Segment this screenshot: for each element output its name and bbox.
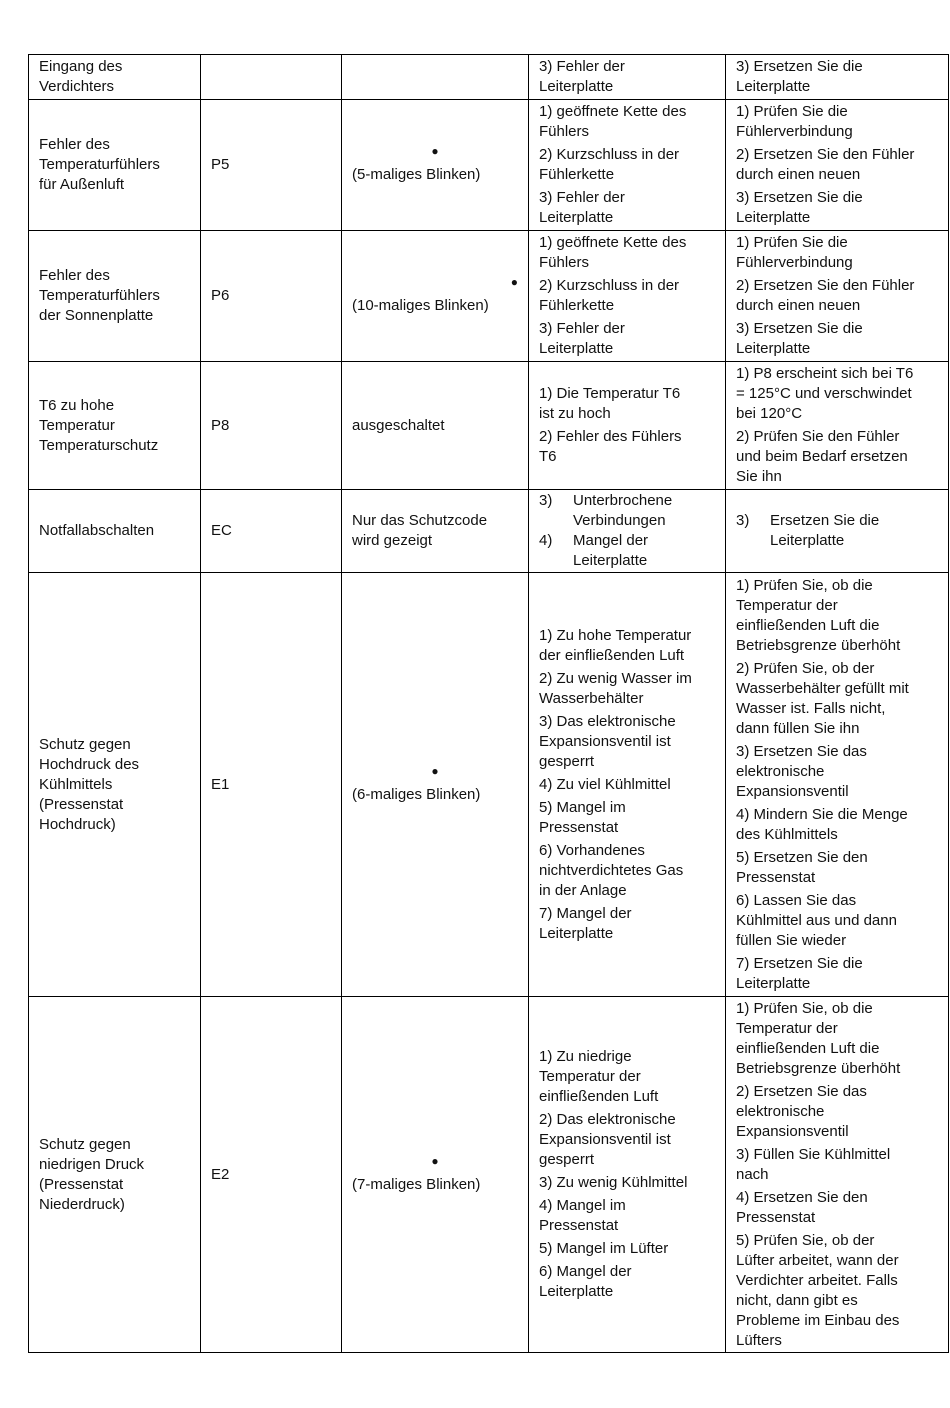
fault-cell (29, 231, 201, 362)
causes-cell (529, 997, 726, 1353)
error-code: E1 (211, 775, 230, 793)
remedy-item: 4) Ersetzen Sie den Pressenstat (736, 1188, 868, 1226)
display-cell (342, 100, 529, 231)
cause-item: 2) Das elektronische Expansionsventil ist gesperrt (539, 1111, 676, 1168)
cause-item: 6) Vorhandenes nichtverdichtetes Gas in der Anlage (539, 841, 684, 899)
display-cell (342, 55, 529, 100)
remedy-item: 3) Ersetzen Sie das elektronische Expansionsventil (736, 742, 867, 800)
table-row (29, 573, 949, 997)
remedy-item: 2) Ersetzen Sie den Fühler durch einen neuen (736, 146, 915, 183)
code-cell (201, 55, 342, 100)
display-cell (342, 573, 529, 997)
table-row (29, 100, 949, 231)
table-row (29, 490, 949, 573)
display-text: Nur das Schutzcode wird gezeigt (352, 512, 488, 549)
fault-cell (29, 362, 201, 490)
blink-indicator-icon: ● (510, 275, 518, 289)
fault-name: Fehler des Temperaturfühlers für Außenluft (39, 136, 160, 193)
cause-item: 1) geöffnete Kette des Fühlers (539, 234, 687, 271)
fault-name: Schutz gegen Hochdruck des Kühlmittels (Pressenstat Hochdruck) (39, 735, 140, 833)
cause-item: 7) Mangel der Leiterplatte (539, 904, 632, 942)
blink-indicator-icon: ● (431, 144, 439, 158)
display-text: (7-maliges Blinken) (352, 1175, 481, 1193)
remedy-item: 3) Ersetzen Sie die Leiterplatte (736, 320, 863, 357)
cause-item: 2) Kurzschluss in der Fühlerkette (539, 277, 680, 314)
blink-indicator-icon: ● (431, 1153, 439, 1168)
remedy-text: Ersetzen Sie die Leiterplatte (770, 512, 880, 549)
cause-item: 6) Mangel der Leiterplatte (539, 1263, 632, 1300)
code-cell (201, 100, 342, 231)
display-cell (342, 490, 529, 573)
cause-number: 4) (539, 532, 553, 549)
table-row (29, 997, 949, 1353)
remedy-item: 2) Prüfen Sie, ob der Wasserbehälter gefüllt mit Wasser ist. Falls nicht, dann füllen Sie ihn (736, 659, 909, 737)
display-cell (342, 997, 529, 1353)
remedies-cell (726, 490, 949, 573)
table-row (29, 55, 949, 100)
remedy-item: 4) Mindern Sie die Menge des Kühlmittels (736, 805, 908, 843)
error-code: P8 (211, 416, 230, 434)
fault-cell (29, 100, 201, 231)
cause-item: 1) Zu niedrige Temperatur der einfließenden Luft (539, 1048, 659, 1105)
cause-item: 2) Fehler des Fühlers T6 (539, 428, 682, 465)
remedy-item: 3) Füllen Sie Kühlmittel nach (736, 1145, 891, 1183)
cause-text: Mangel der Leiterplatte (573, 532, 649, 569)
cause-item (539, 531, 715, 571)
table-row (29, 231, 949, 362)
causes-cell (529, 100, 726, 231)
remedies-cell (726, 231, 949, 362)
remedy-item: 3) Ersetzen Sie die Leiterplatte (736, 58, 863, 95)
code-cell (201, 997, 342, 1353)
cause-item (539, 491, 715, 531)
fault-name: Notfallabschalten (39, 522, 155, 539)
fault-name: Schutz gegen niedrigen Druck (Pressenstat Niederdruck) (39, 1135, 145, 1213)
causes-cell (529, 362, 726, 490)
remedy-item: 2) Ersetzen Sie das elektronische Expansionsventil (736, 1082, 867, 1140)
cause-item: 3) Fehler der Leiterplatte (539, 320, 625, 357)
causes-cell (529, 231, 726, 362)
display-text: (10-maliges Blinken) (352, 297, 489, 314)
remedy-item: 6) Lassen Sie das Kühlmittel aus und dann füllen Sie wieder (736, 891, 897, 949)
cause-item: 2) Zu wenig Wasser im Wasserbehälter (539, 669, 692, 707)
causes-cell (529, 573, 726, 997)
cause-item: 4) Mangel im Pressenstat (539, 1197, 626, 1234)
error-code: P5 (211, 156, 230, 173)
remedy-number: 3) (736, 512, 750, 529)
remedies-cell (726, 100, 949, 231)
cause-item: 1) Die Temperatur T6 ist zu hoch (539, 385, 681, 422)
remedies-cell (726, 362, 949, 490)
fault-table (28, 54, 949, 1353)
fault-cell (29, 55, 201, 100)
code-cell (201, 231, 342, 362)
fault-table-body (29, 55, 949, 1353)
cause-item: 3) Zu wenig Kühlmittel (539, 1174, 688, 1191)
remedy-item: 1) Prüfen Sie die Fühlerverbindung (736, 234, 853, 271)
cause-item: 3) Fehler der Leiterplatte (539, 58, 625, 95)
fault-name: T6 zu hohe Temperatur Temperaturschutz (39, 396, 159, 454)
cause-number: 3) (539, 492, 553, 509)
remedy-item: 1) P8 erscheint sich bei T6 = 125°C und verschwindet bei 120°C (736, 365, 914, 422)
display-cell (342, 231, 529, 362)
blink-indicator-icon: ● (431, 763, 439, 778)
fault-name: Eingang des Verdichters (39, 58, 123, 95)
error-code: P6 (211, 287, 230, 304)
cause-text: Unterbrochene Verbindungen (573, 492, 673, 529)
code-cell (201, 490, 342, 573)
remedy-item (736, 511, 938, 551)
cause-item: 5) Mangel im Lüfter (539, 1240, 669, 1257)
remedy-item: 1) Prüfen Sie, ob die Temperatur der einfließenden Luft die Betriebsgrenze überhöht (736, 999, 901, 1077)
display-text: (5-maliges Blinken) (352, 166, 481, 183)
cause-item: 3) Das elektronische Expansionsventil ist gesperrt (539, 712, 676, 770)
cause-item: 4) Zu viel Kühlmittel (539, 775, 671, 793)
remedies-cell (726, 997, 949, 1353)
error-code: E2 (211, 1165, 230, 1183)
remedy-item: 5) Prüfen Sie, ob der Lüfter arbeitet, wann der Verdichter arbeitet. Falls nicht, dann gibt es Probleme im Einbau des Lüfters (736, 1231, 900, 1349)
cause-item: 1) geöffnete Kette des Fühlers (539, 103, 687, 140)
remedy-item: 5) Ersetzen Sie den Pressenstat (736, 848, 868, 886)
display-cell (342, 362, 529, 490)
fault-cell (29, 490, 201, 573)
remedy-item: 7) Ersetzen Sie die Leiterplatte (736, 954, 863, 992)
fault-cell (29, 997, 201, 1353)
causes-cell (529, 55, 726, 100)
display-text: ausgeschaltet (352, 416, 445, 434)
cause-item: 2) Kurzschluss in der Fühlerkette (539, 146, 680, 183)
code-cell (201, 362, 342, 490)
table-row (29, 362, 949, 490)
causes-cell (529, 490, 726, 573)
remedy-item: 2) Prüfen Sie den Fühler und beim Bedarf ersetzen Sie ihn (736, 428, 908, 485)
cause-item: 3) Fehler der Leiterplatte (539, 189, 625, 226)
fault-cell (29, 573, 201, 997)
code-cell (201, 573, 342, 997)
display-text: (6-maliges Blinken) (352, 785, 481, 803)
error-code: EC (211, 522, 232, 539)
cause-item: 1) Zu hohe Temperatur der einfließenden Luft (539, 626, 692, 664)
remedies-cell (726, 55, 949, 100)
remedy-item: 1) Prüfen Sie, ob die Temperatur der einfließenden Luft die Betriebsgrenze überhöht (736, 576, 901, 654)
remedy-item: 1) Prüfen Sie die Fühlerverbindung (736, 103, 853, 140)
remedy-item: 2) Ersetzen Sie den Fühler durch einen neuen (736, 277, 915, 314)
remedies-cell (726, 573, 949, 997)
cause-item: 5) Mangel im Pressenstat (539, 798, 626, 836)
fault-name: Fehler des Temperaturfühlers der Sonnenplatte (39, 267, 160, 324)
remedy-item: 3) Ersetzen Sie die Leiterplatte (736, 189, 863, 226)
